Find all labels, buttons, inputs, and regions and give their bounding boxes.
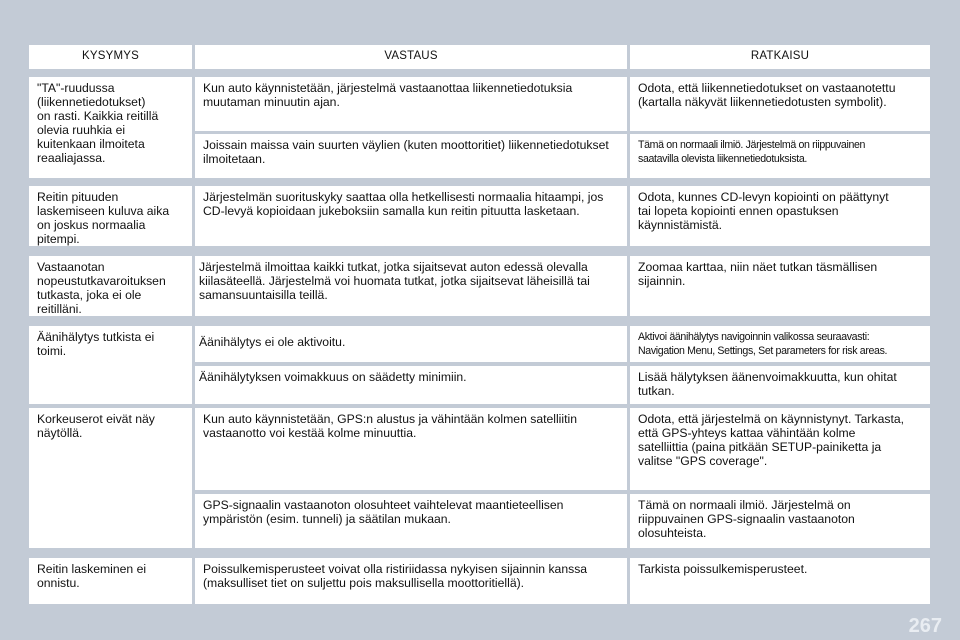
solution-route-fails: Tarkista poissulkemisperusteet.: [630, 558, 930, 604]
solution-audio-alert-2: Lisää hälytyksen äänenvoimakkuutta, kun ohitat tutkan.: [630, 366, 930, 404]
header-question: KYSYMYS: [29, 45, 192, 69]
solution-route-duration: Odota, kunnes CD-levyn kopiointi on päättynyt tai lopeta kopiointi ennen opastuksen käynnistämistä.: [630, 186, 930, 246]
solution-elevation-2: Tämä on normaali ilmiö. Järjestelmä on riippuvainen GPS-signaalin vastaanoton olosuhteista.: [630, 494, 930, 548]
answer-traffic-info-1: Kun auto käynnistetään, järjestelmä vastaanottaa liikennetiedotuksia muutaman minuutin ajan.: [195, 77, 627, 131]
solution-speed-camera: Zoomaa karttaa, niin näet tutkan täsmällisen sijainnin.: [630, 256, 930, 316]
question-route-duration: Reitin pituuden laskemiseen kuluva aika on joskus normaalia pitempi.: [29, 186, 192, 246]
header-answer: VASTAUS: [195, 45, 627, 69]
answer-audio-alert-2: Äänihälytyksen voimakkuus on säädetty minimiin.: [195, 366, 627, 404]
solution-traffic-info-1: Odota, että liikennetiedotukset on vastaanotettu (kartalla näkyvät liikennetiedotusten symbolit).: [630, 77, 930, 131]
answer-elevation-1: Kun auto käynnistetään, GPS:n alustus ja vähintään kolmen satelliitin vastaanotto voi kestää kolme minuuttia.: [195, 408, 627, 490]
question-audio-alert: Äänihälytys tutkista ei toimi.: [29, 326, 192, 404]
answer-route-fails: Poissulkemisperusteet voivat olla ristiriidassa nykyisen sijainnin kanssa (maksulliset tiet on suljettu pois maksullisella moottoritiellä).: [195, 558, 627, 604]
answer-audio-alert-1: Äänihälytys ei ole aktivoitu.: [195, 326, 627, 362]
answer-speed-camera: Järjestelmä ilmoittaa kaikki tutkat, jotka sijaitsevat auton edessä olevalla kiilasäteellä. Järjestelmä voi huomata tutkat, jotka sijaitsevat läheisillä tai samansuuntaisilla teillä.: [195, 256, 627, 316]
question-route-fails: Reitin laskeminen ei onnistu.: [29, 558, 192, 604]
answer-traffic-info-2: Joissain maissa vain suurten väylien (kuten moottoritiet) liikennetiedotukset ilmoitetaan.: [195, 134, 627, 178]
question-speed-camera: Vastaanotan nopeustutkavaroituksen tutkasta, joka ei ole reitilläni.: [29, 256, 192, 316]
answer-elevation-2: GPS-signaalin vastaanoton olosuhteet vaihtelevat maantieteellisen ympäristön (esim. tunneli) ja säätilan mukaan.: [195, 494, 627, 548]
header-solution: RATKAISU: [630, 45, 930, 69]
question-traffic-info: "TA"-ruudussa (liikennetiedotukset) on rasti. Kaikkia reitillä olevia ruuhkia ei kuitenkaan ilmoiteta reaaliajassa.: [29, 77, 192, 178]
solution-elevation-1: Odota, että järjestelmä on käynnistynyt. Tarkasta, että GPS-yhteys kattaa vähintään kolme satelliittia (paina pitkään SETUP-painiketta ja valitse "GPS coverage".: [630, 408, 930, 490]
solution-audio-alert-1: Aktivoi äänihälytys navigoinnin valikossa seuraavasti: Navigation Menu, Settings, Set parameters for risk areas.: [630, 326, 930, 362]
page-number: 267: [908, 615, 942, 637]
solution-traffic-info-2: Tämä on normaali ilmiö. Järjestelmä on riippuvainen saatavilla olevista liikennetiedotuksista.: [630, 134, 930, 178]
question-elevation: Korkeuserot eivät näy näytöllä.: [29, 408, 192, 548]
answer-route-duration: Järjestelmän suorituskyky saattaa olla hetkellisesti normaalia hitaampi, jos CD-levyä kopioidaan jukeboksiin samalla kun reitin pituutta lasketaan.: [195, 186, 627, 246]
